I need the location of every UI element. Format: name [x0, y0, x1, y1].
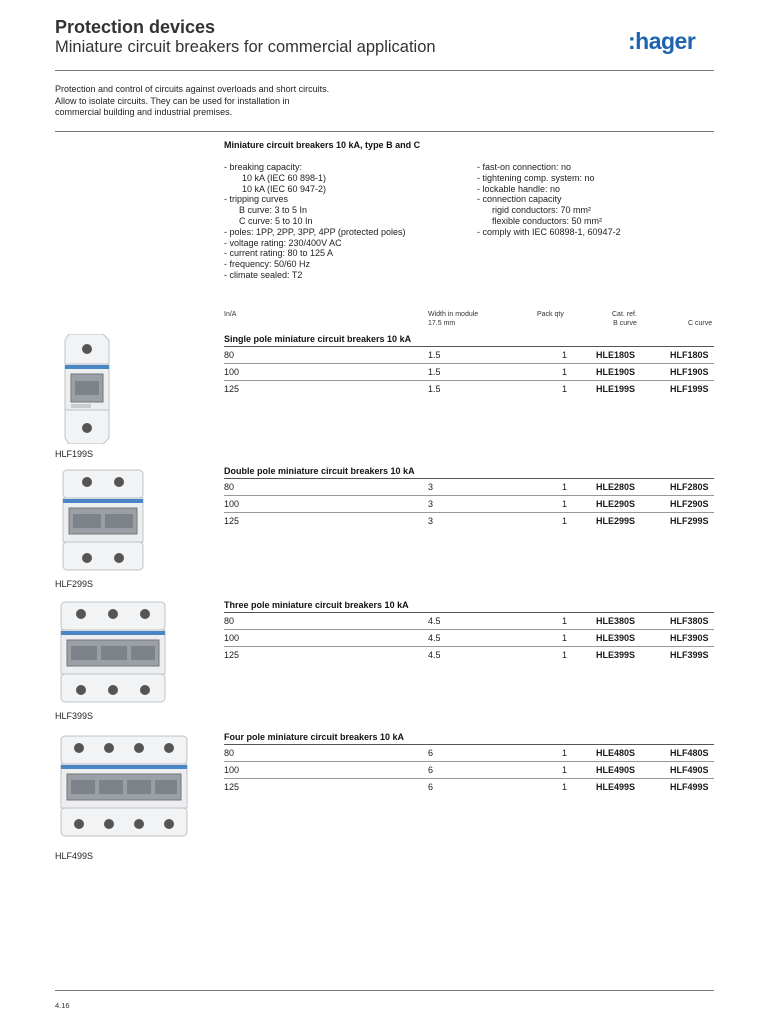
section-double-pole — [224, 465, 714, 530]
spec-line: - connection capacity — [477, 194, 562, 205]
page-subtitle: Miniature circuit breakers for commercial application — [55, 38, 436, 56]
table-row: 80 3 1 HLE280S HLF280S — [224, 479, 714, 496]
product-label: HLF499S — [55, 851, 94, 861]
col-header-in: In/A — [224, 311, 237, 318]
spec-line: 10 kA (IEC 60 947-2) — [242, 183, 327, 194]
spec-line: - frequency: 50/60 Hz — [224, 259, 311, 270]
col-header-cat-ref: Cat. ref. B curve — [612, 311, 637, 327]
table-row: 100 3 1 HLE290S HLF290S — [224, 496, 714, 513]
specs-title: Miniature circuit breakers 10 kA, type B and C — [224, 140, 421, 150]
spec-line: C curve: 5 to 10 In — [239, 215, 313, 226]
table-row: 125 1.5 1 HLE199S HLF199S — [224, 384, 709, 394]
section-title: Three pole miniature circuit breakers 10 kA — [224, 599, 714, 613]
spec-line: 10 kA (IEC 60 898-1) — [242, 172, 327, 183]
table-row: 100 6 1 HLE490S HLF490S — [224, 762, 714, 779]
single-pole-breaker-image — [57, 334, 117, 444]
specs-right-list — [477, 162, 621, 238]
spec-line: - fast-on connection: no — [477, 162, 572, 172]
spec-line: - lockable handle: no — [477, 183, 561, 194]
col-header-c-curve: C curve — [688, 319, 713, 327]
table-row: 125 6 1 HLE499S HLF499S — [224, 782, 709, 792]
spec-line: B curve: 3 to 5 In — [239, 205, 308, 216]
double-pole-breaker-image — [57, 468, 147, 572]
spec-line: flexible conductors: 50 mm² — [492, 215, 603, 226]
spec-line: - tightening comp. system: no — [477, 172, 595, 183]
spec-line: - climate sealed: T2 — [224, 269, 303, 280]
product-label: HLF299S — [55, 579, 94, 589]
table-row: 80 6 1 HLE480S HLF480S — [224, 745, 714, 762]
table-row: 100 1.5 1 HLE190S HLF190S — [224, 364, 714, 381]
table-row: 125 3 1 HLE299S HLF299S — [224, 516, 709, 526]
three-pole-breaker-image — [57, 600, 169, 704]
intro-line: Allow to isolate circuits. They can be used for installation in — [55, 95, 290, 106]
footer-divider — [55, 990, 714, 991]
table-row: 125 4.5 1 HLE399S HLF399S — [224, 650, 709, 660]
section-title: Double pole miniature circuit breakers 10 kA — [224, 465, 714, 479]
page-number: 4.16 — [55, 1001, 70, 1010]
table-row: 100 4.5 1 HLE390S HLF390S — [224, 630, 714, 647]
four-pole-breaker-image — [57, 734, 191, 838]
spec-line: - poles: 1PP, 2PP, 3PP, 4PP (protected poles) — [224, 226, 406, 237]
section-three-pole — [224, 599, 714, 664]
section-four-pole — [224, 731, 714, 796]
table-row: 80 1.5 1 HLE180S HLF180S — [224, 347, 714, 364]
spec-line: - comply with IEC 60898-1, 60947-2 — [477, 226, 621, 237]
hager-logo: :hager — [628, 28, 696, 54]
spec-line: - tripping curves — [224, 194, 289, 205]
section-title: Single pole miniature circuit breakers 10 kA — [224, 333, 714, 347]
spec-line: - voltage rating: 230/400V AC — [224, 237, 342, 248]
intro-text — [55, 84, 385, 119]
spec-line: - current rating: 80 to 125 A — [224, 248, 334, 259]
page-title: Protection devices — [55, 17, 216, 37]
col-header-pack: Pack qty — [537, 311, 564, 318]
section-title: Four pole miniature circuit breakers 10 kA — [224, 731, 714, 745]
product-label: HLF199S — [55, 449, 94, 459]
header-divider — [55, 70, 714, 71]
spec-line: rigid conductors: 70 mm² — [492, 205, 592, 216]
intro-line: Protection and control of circuits against overloads and short circuits. — [55, 84, 330, 94]
product-label: HLF399S — [55, 711, 94, 721]
spec-line: - breaking capacity: — [224, 162, 303, 172]
table-row: 80 4.5 1 HLE380S HLF380S — [224, 613, 714, 630]
intro-divider — [55, 131, 714, 132]
specs-left-list — [224, 162, 405, 281]
section-single-pole — [224, 333, 714, 398]
col-header-width: Width in module 17.5 mm — [428, 311, 479, 327]
intro-line: commercial building and industrial premises. — [55, 107, 233, 117]
